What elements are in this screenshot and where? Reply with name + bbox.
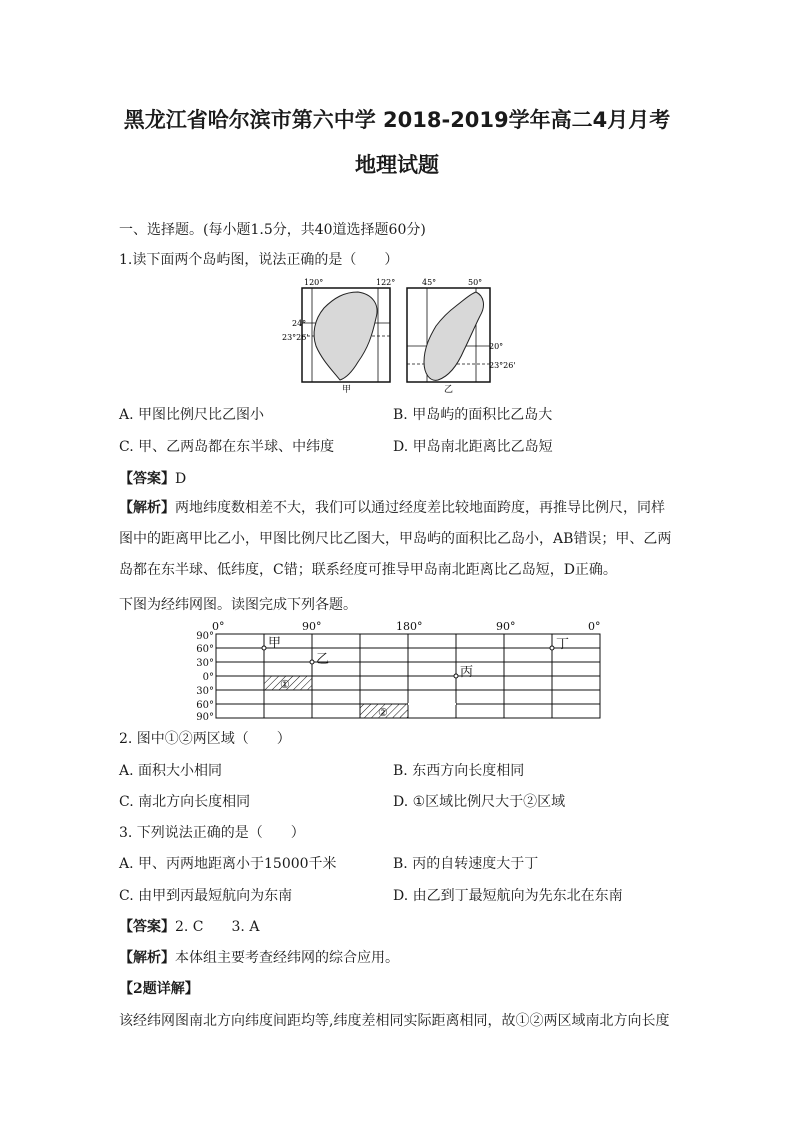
graticule-map [188, 618, 608, 720]
answer-label: 【答案】 [119, 919, 175, 935]
q2-q3-answers [119, 916, 259, 936]
q2-option-a: A. 面积大小相同 [119, 763, 223, 779]
analysis-label: 【解析】 [119, 500, 175, 516]
question-3-stem: 3. 下列说法正确的是（ ） [119, 825, 305, 841]
jia-lon-right: 122° [376, 278, 396, 287]
lat-label-3: 0° [202, 672, 214, 683]
q2-detail-text: 该经纬网图南北方向纬度间距均等,纬度差相同实际距离相同，故①②两区域南北方向长度 [119, 1013, 670, 1029]
q3-option-b: B. 丙的自转速度大于丁 [393, 856, 539, 872]
point-bing: 丙 [460, 665, 474, 680]
lat-label-4: 30° [196, 686, 214, 697]
jia-lon-left: 120° [304, 278, 324, 287]
point-jia: 甲 [268, 636, 282, 651]
lon-label-0: 0° [212, 620, 225, 633]
lon-label-2: 180° [396, 620, 423, 633]
lon-label-4: 0° [588, 620, 601, 633]
analysis-text: 两地纬度数相差不大，我们可以通过经度差比较地面跨度，再推导比例尺，同样图中的距离甲比乙小，甲图比例尺比乙图大，甲岛屿的面积比乙岛小，AB错误；甲、乙两岛都在东半球、低纬度，C错；联系经度可推导甲岛南北距离比乙岛短，D正确。 [119, 500, 672, 578]
q1-option-d: D. 甲岛南北距离比乙岛短 [393, 439, 553, 455]
region-1-label: ① [280, 678, 290, 691]
jia-lat-top: 24° [292, 319, 307, 328]
answer-label: 【答案】 [119, 471, 175, 487]
q1-analysis [119, 493, 675, 586]
island-map-yi [407, 278, 516, 395]
jia-lat-bottom: 23°26' [282, 333, 309, 342]
yi-lon-left: 45° [422, 278, 437, 287]
q1-option-c: C. 甲、乙两岛都在东半球、中纬度 [119, 439, 335, 455]
yi-lat-top: 20° [489, 342, 504, 351]
lat-label-5: 60° [196, 700, 214, 711]
q2-option-d: D. ①区域比例尺大于②区域 [393, 794, 566, 810]
page-title: 黑龙江省哈尔滨市第六中学 2018-2019学年高二4月月考 [123, 108, 671, 132]
q3-option-c: C. 由甲到丙最短航向为东南 [119, 888, 293, 904]
jia-caption: 甲 [342, 385, 352, 395]
yi-lon-right: 50° [468, 278, 483, 287]
q2-detail-heading: 【2题详解】 [119, 981, 199, 997]
analysis-label: 【解析】 [119, 950, 175, 966]
question-1-stem: 1.读下面两个岛屿图，说法正确的是（ ） [119, 252, 399, 268]
answer-value: D [175, 471, 187, 487]
lat-label-1: 60° [196, 644, 214, 655]
q1-option-b: B. 甲岛屿的面积比乙岛大 [393, 407, 553, 423]
q1-option-a: A. 甲图比例尺比乙图小 [119, 407, 265, 423]
lon-label-1: 90° [302, 620, 322, 633]
q3-option-d: D. 由乙到丁最短航向为先东北在东南 [393, 888, 623, 904]
region-2-label: ② [378, 706, 388, 719]
point-yi: 乙 [316, 652, 330, 667]
lat-label-2: 30° [196, 658, 214, 669]
island-map-jia [282, 278, 395, 395]
island-maps-figure [280, 278, 520, 396]
q2-q3-analysis [119, 947, 399, 967]
answer-value: 2. C 3. A [175, 919, 260, 935]
yi-lat-bottom: 23°26' [489, 361, 516, 370]
page-subtitle: 地理试题 [355, 153, 439, 177]
q2-option-b: B. 东西方向长度相同 [393, 763, 525, 779]
lon-label-3: 90° [496, 620, 516, 633]
question-2-stem: 2. 图中①②两区域（ ） [119, 731, 291, 747]
section-heading: 一、选择题。(每小题1.5分，共40道选择题60分) [119, 222, 426, 238]
yi-caption: 乙 [444, 385, 454, 395]
q1-answer [119, 468, 186, 488]
lat-label-6: 90° [196, 712, 214, 720]
q3-option-a: A. 甲、丙两地距离小于15000千米 [119, 856, 337, 872]
lat-label-0: 90° [196, 631, 214, 642]
q2-option-c: C. 南北方向长度相同 [119, 794, 251, 810]
point-ding: 丁 [556, 637, 570, 652]
grid-intro: 下图为经纬网图。读图完成下列各题。 [119, 597, 357, 613]
analysis-text: 本体组主要考查经纬网的综合应用。 [175, 950, 399, 966]
